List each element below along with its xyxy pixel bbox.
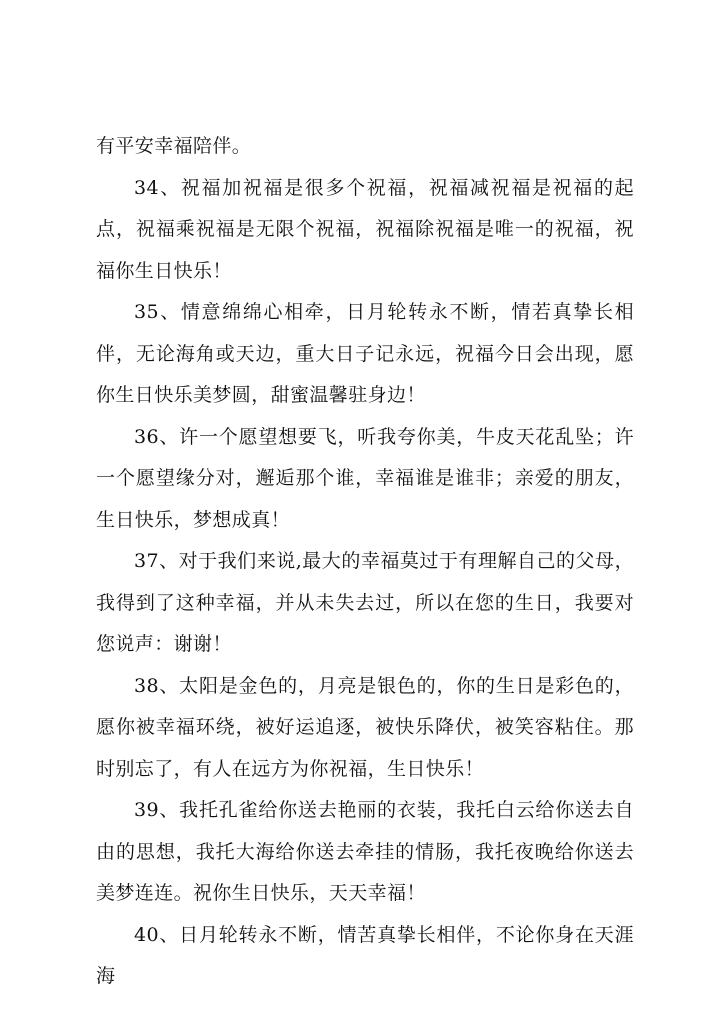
paragraph-wish-36: 36、许一个愿望想要飞，听我夸你美，牛皮天花乱坠；许一个愿望缘分对，邂逅那个谁，幸福谁是谁非；亲爱的朋友，生日快乐，梦想成真！ — [96, 425, 634, 531]
paragraph-wish-34: 34、祝福加祝福是很多个祝福，祝福减祝福是祝福的起点，祝福乘祝福是无限个祝福，祝福除祝福是唯一的祝福，祝福你生日快乐！ — [96, 176, 634, 282]
paragraph-wish-38: 38、太阳是金色的，月亮是银色的，你的生日是彩色的，愿你被幸福环绕，被好运追逐，被快乐降伏，被笑容粘住。那时别忘了，有人在远方为你祝福，生日快乐！ — [96, 674, 634, 780]
paragraph-wish-37: 37、对于我们来说,最大的幸福莫过于有理解自己的父母，我得到了这种幸福，并从未失去过，所以在您的生日，我要对您说声：谢谢！ — [96, 550, 634, 655]
paragraph-continuation: 有平安幸福陪伴。 — [96, 135, 252, 157]
paragraph-wish-39: 39、我托孔雀给你送去艳丽的衣装，我托白云给你送去自由的思想，我托大海给你送去牵挂的情肠，我托夜晚给你送去美梦连连。祝你生日快乐，天天幸福！ — [96, 799, 634, 904]
paragraph-wish-40: 40、日月轮转永不断，情苦真挚长相伴，不论你身在天涯海 — [96, 923, 634, 987]
paragraph-wish-35: 35、情意绵绵心相牵，日月轮转永不断，情若真挚长相伴，无论海角或天边，重大日子记永远，祝福今日会出现，愿你生日快乐美梦圆，甜蜜温馨驻身边！ — [96, 301, 634, 406]
document-body — [96, 126, 634, 998]
